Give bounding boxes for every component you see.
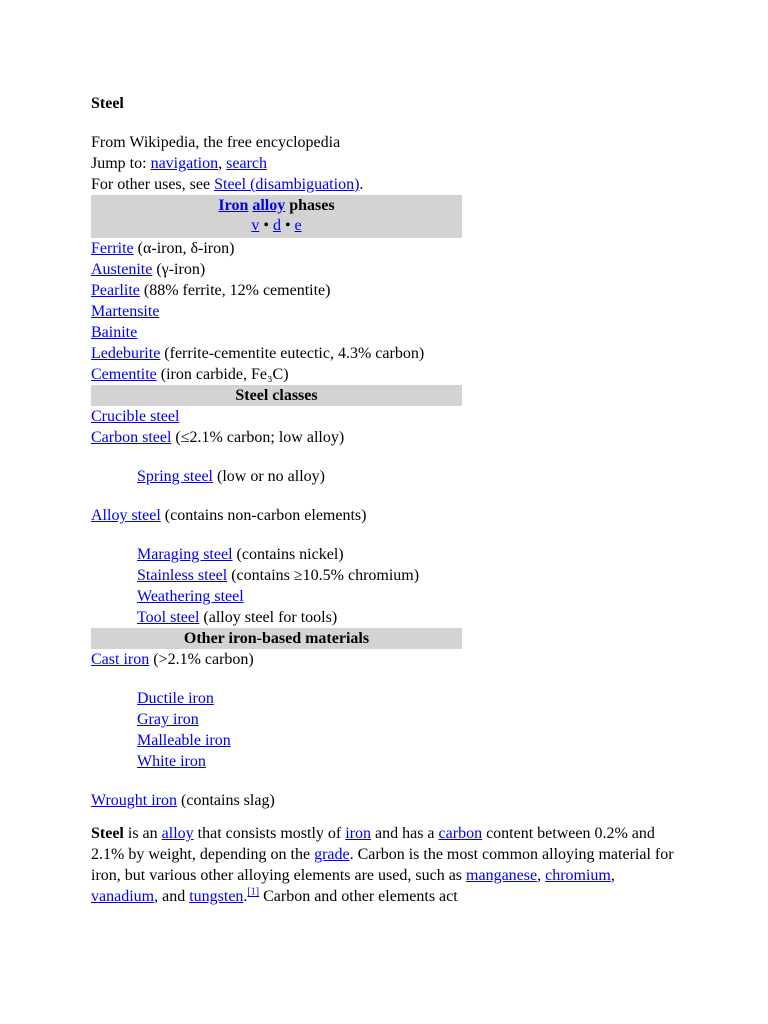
alloy-link[interactable]: alloy [252, 197, 286, 214]
material-note: (contains slag) [177, 792, 275, 809]
phase-item [91, 259, 462, 280]
class-subitem [91, 565, 462, 586]
hatnote-suffix: . [359, 176, 364, 193]
gray-iron-link[interactable]: Gray iron [137, 711, 199, 728]
phase-item [91, 343, 462, 364]
text: , [610, 867, 615, 884]
class-item [91, 406, 462, 427]
jump-links [91, 153, 681, 174]
jump-search-link[interactable]: search [226, 155, 267, 172]
spacer [91, 487, 462, 505]
carbon-link[interactable]: carbon [438, 825, 483, 842]
subtitle: From Wikipedia, the free encyclopedia [91, 134, 341, 151]
grade-link[interactable]: grade [314, 846, 350, 863]
material-subitem [91, 688, 462, 709]
other-materials-header: Other iron-based materials [91, 628, 462, 649]
navbox-header [91, 195, 462, 216]
material-note: (>2.1% carbon) [149, 651, 254, 668]
manganese-link[interactable]: manganese [466, 867, 538, 884]
hatnote-prefix: For other uses, see [91, 176, 215, 193]
class-subitem [91, 586, 462, 607]
phase-note: (γ-iron) [152, 261, 206, 278]
phase-link-bainite[interactable]: Bainite [91, 324, 138, 341]
steel-classes-header: Steel classes [91, 385, 462, 406]
tungsten-link[interactable]: tungsten [189, 888, 244, 905]
ductile-iron-link[interactable]: Ductile iron [137, 690, 214, 707]
phase-note: (iron carbide, Fe₃C) [156, 366, 289, 383]
weathering-steel-link[interactable]: Weathering steel [137, 588, 244, 605]
class-note: (alloy steel for tools) [199, 609, 338, 626]
class-note: (contains ≥10.5% chromium) [227, 567, 420, 584]
material-subitem [91, 751, 462, 772]
phase-link-martensite[interactable]: Martensite [91, 303, 160, 320]
edit-link[interactable]: e [294, 217, 302, 234]
white-iron-link[interactable]: White iron [137, 753, 206, 770]
material-item [91, 649, 462, 670]
phase-note: (88% ferrite, 12% cementite) [139, 282, 331, 299]
text: is an [123, 825, 162, 842]
phase-link-pearlite[interactable]: Pearlite [91, 282, 140, 299]
material-subitem [91, 730, 462, 751]
text: . [243, 888, 248, 905]
material-item [91, 790, 462, 811]
class-item [91, 505, 462, 526]
phase-link-ledeburite[interactable]: Ledeburite [91, 345, 161, 362]
discuss-link[interactable]: d [272, 217, 281, 234]
class-note: (low or no alloy) [213, 468, 325, 485]
jump-navigation-link[interactable]: navigation [150, 155, 219, 172]
text: , and [154, 888, 190, 905]
class-subitem [91, 544, 462, 565]
stainless-steel-link[interactable]: Stainless steel [137, 567, 228, 584]
spacer [91, 114, 681, 132]
phase-item [91, 280, 462, 301]
text: that consists mostly of [193, 825, 346, 842]
navbox-vde [91, 216, 462, 238]
phase-link-ferrite[interactable]: Ferrite [91, 240, 134, 257]
spacer [91, 670, 462, 688]
text: . Carbon is the most common alloying material for iron, but various other alloying elements are used, such as [91, 846, 674, 884]
spacer [91, 526, 462, 544]
class-note: (≤2.1% carbon; low alloy) [171, 429, 345, 446]
carbon-steel-link[interactable]: Carbon steel [91, 429, 172, 446]
material-subitem [91, 709, 462, 730]
class-item [91, 427, 462, 448]
malleable-iron-link[interactable]: Malleable iron [137, 732, 231, 749]
alloy-link[interactable]: alloy [161, 825, 194, 842]
text: , [537, 867, 546, 884]
tool-steel-link[interactable]: Tool steel [137, 609, 200, 626]
iron-link[interactable]: iron [345, 825, 371, 842]
navbox-iron-alloy-phases [91, 195, 462, 811]
hatnote [91, 174, 681, 195]
intro-paragraph [91, 823, 681, 907]
reference-link[interactable]: [1] [247, 886, 260, 898]
alloy-steel-link[interactable]: Alloy steel [91, 507, 161, 524]
iron-link[interactable]: Iron [218, 197, 249, 214]
chromium-link[interactable]: chromium [545, 867, 611, 884]
text: and has a [371, 825, 439, 842]
phase-item [91, 238, 462, 259]
bullet: • [280, 217, 295, 234]
crucible-steel-link[interactable]: Crucible steel [91, 408, 180, 425]
disambiguation-link[interactable]: Steel (disambiguation) [214, 176, 360, 193]
spacer [91, 772, 462, 790]
phases-label: phases [285, 197, 335, 214]
phase-link-austenite[interactable]: Austenite [91, 261, 153, 278]
class-note: (contains non-carbon elements) [160, 507, 367, 524]
text: content between 0.2% and 2.1% by weight, depending on the [91, 825, 655, 863]
phase-item [91, 301, 462, 322]
spacer [91, 448, 462, 466]
class-subitem [91, 607, 462, 628]
cast-iron-link[interactable]: Cast iron [91, 651, 150, 668]
phase-item [91, 364, 462, 385]
jump-prefix: Jump to: [91, 155, 151, 172]
phase-link-cementite[interactable]: Cementite [91, 366, 157, 383]
class-note: (contains nickel) [232, 546, 344, 563]
text: Carbon and other elements act [259, 888, 458, 905]
vanadium-link[interactable]: vanadium [91, 888, 155, 905]
page-title: Steel [91, 95, 124, 112]
bullet: • [259, 217, 273, 234]
phase-note: (α-iron, δ-iron) [133, 240, 235, 257]
class-subitem [91, 466, 462, 487]
wrought-iron-link[interactable]: Wrought iron [91, 792, 178, 809]
article [91, 93, 681, 907]
spring-steel-link[interactable]: Spring steel [137, 468, 213, 485]
phase-item [91, 322, 462, 343]
phase-note: (ferrite-cementite eutectic, 4.3% carbon) [160, 345, 425, 362]
view-link[interactable]: v [251, 217, 260, 234]
bold-steel: Steel [91, 825, 124, 842]
jump-separator: , [218, 155, 227, 172]
maraging-steel-link[interactable]: Maraging steel [137, 546, 233, 563]
